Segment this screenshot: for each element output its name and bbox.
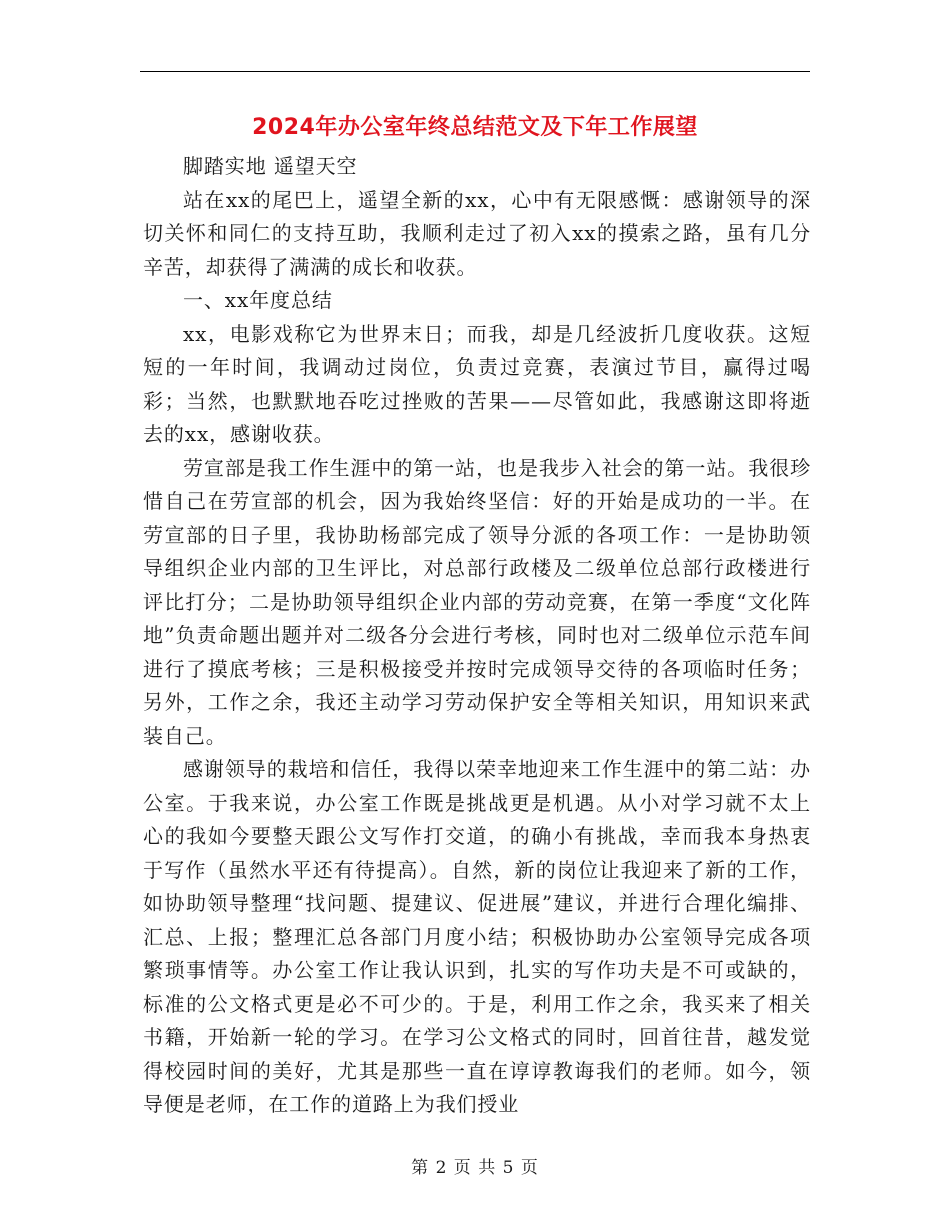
body-paragraph: 感谢领导的栽培和信任，我得以荣幸地迎来工作生涯中的第二站：办公室。于我来说，办公室工作既是挑战更是机遇。从小对学习就不太上心的我如今要整天跟公文写作打交道，的确小有挑战，幸而我本身热衷于写作（虽然水平还有待提高）。自然，新的岗位让我迎来了新的工作，如协助领导整理“找问题、提建议、促进展”建议，并进行合理化编排、汇总、上报；整理汇总各部门月度小结；积极协助办公室领导完成各项繁琐事情等。办公室工作让我认识到，扎实的写作功夫是不可或缺的，标准的公文格式更是必不可少的。于是，利用工作之余，我买来了相关书籍，开始新一轮的学习。在学习公文格式的同时，回首往昔，越发觉得校园时间的美好，尤其是那些一直在谆谆教诲我们的老师。如今，领导便是老师，在工作的道路上为我们授业	[143, 757, 811, 1116]
page-number-footer: 第 2 页 共 5 页	[411, 1158, 539, 1178]
header-rule	[140, 71, 810, 72]
body-paragraph: 劳宣部是我工作生涯中的第一站，也是我步入社会的第一站。我很珍惜自己在劳宣部的机会，因为我始终坚信：好的开始是成功的一半。在劳宣部的日子里，我协助杨部完成了领导分派的各项工作：一是协助领导组织企业内部的卫生评比，对总部行政楼及二级单位总部行政楼进行评比打分；二是协助领导组织企业内部的劳动竞赛，在第一季度“文化阵地”负责命题出题并对二级各分会进行考核，同时也对二级单位示范车间进行了摸底考核；三是积极接受并按时完成领导交待的各项临时任务；另外，工作之余，我还主动学习劳动保护安全等相关知识，用知识来武装自己。	[143, 455, 811, 748]
section-heading: 一、xx年度总结	[183, 288, 333, 312]
subtitle-paragraph: 脚踏实地 遥望天空	[183, 154, 358, 178]
document-body	[143, 150, 811, 1122]
body-paragraph: xx，电影戏称它为世界末日；而我，却是几经波折几度收获。这短短的一年时间，我调动过岗位，负责过竞赛，表演过节目，赢得过喝彩；当然，也默默地吞吃过挫败的苦果——尽管如此，我感谢这即将逝去的xx，感谢收获。	[143, 321, 811, 446]
intro-paragraph: 站在xx的尾巴上，遥望全新的xx，心中有无限感慨：感谢领导的深切关怀和同仁的支持互助，我顺利走过了初入xx的摸索之路，虽有几分辛苦，却获得了满满的成长和收获。	[143, 187, 811, 279]
document-title: 2024年办公室年终总结范文及下年工作展望	[252, 115, 698, 140]
